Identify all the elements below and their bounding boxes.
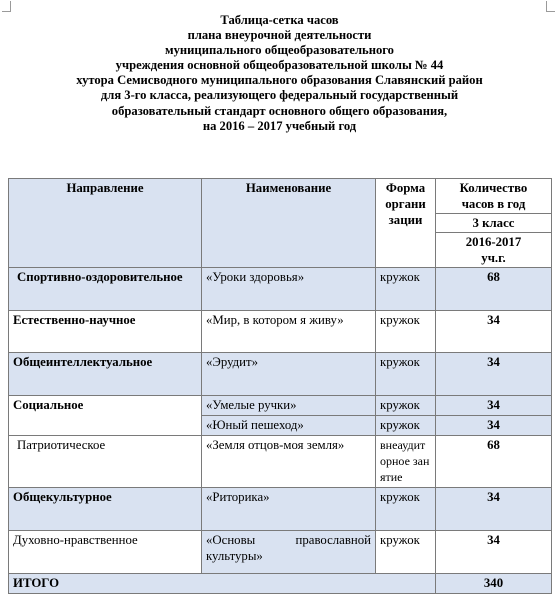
- row-name-text: «Основы православной культуры»: [206, 533, 371, 563]
- total-label: ИТОГО: [9, 574, 436, 594]
- table-row: [9, 268, 552, 311]
- title-line: на 2016 – 2017 учебный год: [202, 118, 357, 133]
- row-name: «Умелые ручки»: [202, 396, 376, 416]
- row-hours: 34: [436, 311, 552, 353]
- row-form: кружок: [376, 488, 436, 531]
- row-name: «Риторика»: [202, 488, 376, 531]
- row-hours: 34: [436, 416, 552, 436]
- row-hours: 34: [436, 353, 552, 396]
- row-direction: Общеинтеллектуальное: [9, 353, 202, 396]
- header-hours: [436, 179, 552, 214]
- row-form: кружок: [376, 416, 436, 436]
- hours-table: [8, 178, 552, 594]
- document-title: [0, 13, 559, 134]
- row-form: кружок: [376, 353, 436, 396]
- table-row: [9, 311, 552, 353]
- title-line: учреждения основной общеобразовательной школы № 44: [115, 58, 444, 73]
- title-line: муниципального общеобразовательного: [165, 43, 394, 58]
- row-name: [202, 531, 376, 574]
- row-direction: Духовно-нравственное: [9, 531, 202, 574]
- header-year-line: уч.г.: [481, 251, 506, 265]
- row-form: кружок: [376, 531, 436, 574]
- table-row: [9, 436, 552, 488]
- header-direction: Направление: [9, 179, 202, 268]
- row-hours: 34: [436, 488, 552, 531]
- page-corner-mark-left: [2, 1, 11, 12]
- row-direction: Естественно-научное: [9, 311, 202, 353]
- row-hours: 34: [436, 396, 552, 416]
- header-class: 3 класс: [436, 214, 552, 233]
- title-line: плана внеурочной деятельности: [187, 28, 372, 43]
- header-hours-line: часов в год: [461, 197, 526, 211]
- row-form: внеаудиторное занятие: [376, 436, 436, 488]
- row-direction: Патриотическое: [9, 436, 202, 488]
- row-name: «Мир, в котором я живу»: [202, 311, 376, 353]
- row-name: «Земля отцов-моя земля»: [202, 436, 376, 488]
- title-line: образовательный стандарт основного общего образования,: [111, 103, 448, 118]
- row-hours: 68: [436, 436, 552, 488]
- row-form: кружок: [376, 396, 436, 416]
- row-form: кружок: [376, 268, 436, 311]
- table-row: [9, 488, 552, 531]
- table-row: [9, 353, 552, 396]
- header-form-line: Форма: [385, 181, 426, 195]
- title-line: хутора Семисводного муниципального образования Славянский район: [76, 73, 483, 88]
- row-hours: 68: [436, 268, 552, 311]
- header-name: Наименование: [202, 179, 376, 268]
- row-direction: Спортивно-оздоровительное: [9, 268, 202, 311]
- row-hours: 34: [436, 531, 552, 574]
- total-hours: 340: [436, 574, 552, 594]
- header-year: [436, 233, 552, 268]
- title-line: для 3-го класса, реализующего федеральный государственный: [100, 88, 459, 103]
- page-corner-mark-right: [546, 1, 555, 12]
- header-form-line: зации: [388, 213, 423, 227]
- header-form: [376, 179, 436, 268]
- title-line: Таблица-сетка часов: [220, 13, 339, 27]
- total-row: [9, 574, 552, 594]
- row-form: кружок: [376, 311, 436, 353]
- header-form-line: органи: [385, 197, 426, 211]
- row-direction: Социальное: [9, 396, 202, 436]
- row-direction: Общекультурное: [9, 488, 202, 531]
- header-hours-line: Количество: [459, 181, 528, 195]
- row-name: «Уроки здоровья»: [202, 268, 376, 311]
- row-name: «Юный пешеход»: [202, 416, 376, 436]
- row-name: «Эрудит»: [202, 353, 376, 396]
- table-row: [9, 396, 552, 416]
- header-year-line: 2016-2017: [465, 235, 522, 249]
- table-row: [9, 531, 552, 574]
